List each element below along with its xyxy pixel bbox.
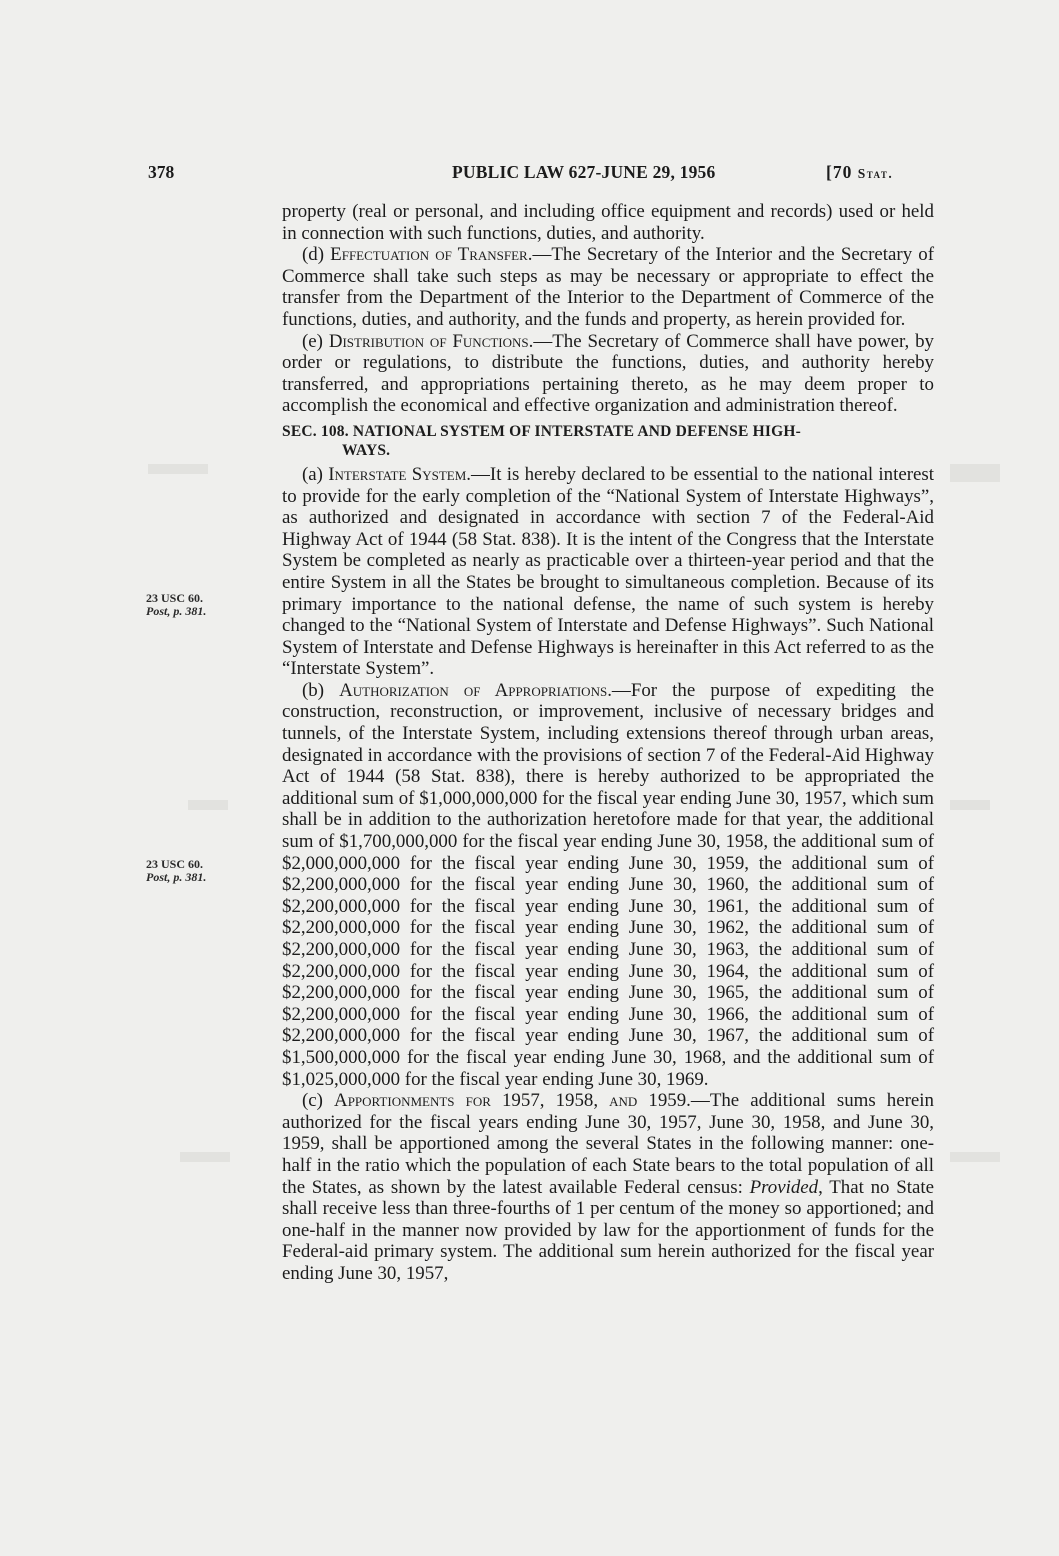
paragraph-b: (b) Authorization of Appropriations.—For the purpose of expediting the construction, reconstruction, or improvement, inclusive of necessary bridges and tunnels, of the Interstate System, including extensions thereof through urban areas, designated in accordance with the provisions of section 7 of the Federal-Aid Highway Act of 1944 (58 Stat. 838), there is hereby authorized to be appropriated the additional sum of $1,000,000,000 for the fiscal year ending June 30, 1957, which sum shall be in addition to the authorization heretofore made for that year, the additional sum of $1,700,000,000 for the fiscal year ending June 30, 1958, the additional sum of $2,000,000,000 for the fiscal year ending June 30, 1959, the additional sum of $2,200,000,000 for the fiscal year ending June 30, 1960, the additional sum of $2,200,000,000 for the fiscal year ending June 30, 1961, the additional sum of $2,200,000,000 for the fiscal year ending June 30, 1962, the additional sum of $2,200,000,000 for the fiscal year ending June 30, 1963, the additional sum of $2,200,000,000 for the fiscal year ending June 30, 1964, the additional sum of $2,200,000,000 for the fiscal year ending June 30, 1965, the additional sum of $2,200,000,000 for the fiscal year ending June 30, 1966, the additional sum of $2,200,000,000 for the fiscal year ending June 30, 1967, the additional sum of $1,500,000,000 for the fiscal year ending June 30, 1968, and the additional sum of $1,025,000,000 for the fiscal year ending June 30, 1969. — [282, 679, 934, 1090]
margin-note-post: Post, p. 381. — [146, 870, 207, 884]
stat-bracket: [ — [826, 162, 833, 182]
margin-note-usc — [146, 858, 256, 884]
paragraph-c-heading: Apportionments for — [334, 1090, 491, 1112]
paragraph-d: (d) Effectuation of Transfer.—The Secretary of the Interior and the Secretary of Commerce shall take such steps as may be necessary or appropriate to effect the transfer from the Department of the Interior to the Department of Commerce of the functions, duties, and authority, and the funds and property, as herein provided for. — [282, 244, 935, 330]
stat-volume: 70 — [832, 162, 853, 182]
bleed-through-mark — [950, 464, 1000, 482]
paragraph-e: (e) Distribution of Functions.—The Secretary of Commerce shall have power, by order or regulations, to distribute the functions, duties, and authority hereby transferred, and appropriations pertaining thereto, as he may deem proper to accomplish the economical and effective organization and administration thereof. — [282, 330, 934, 417]
paragraph-b-heading: Authorization of Appropriations. — [339, 679, 612, 701]
paragraph-e-heading: Distribution of Functions. — [328, 330, 534, 352]
paragraph-a-heading: Interstate System. — [328, 463, 472, 485]
bleed-through-mark — [188, 800, 228, 810]
bleed-through-mark — [148, 464, 208, 474]
statute-reference — [826, 162, 893, 183]
paragraph-c: (c) Apportionments for 1957, 1958, and 1959.—The additional sums herein authorized for the fiscal years ending June 30, 1957, June 30, 1958, and June 30, 1959, shall be apportioned among the several States in the following manner: one-half in the ratio which the population of each State bears to the total population of all the States, as shown by the latest available Federal census: Provided, That no State shall receive less than three-fourths of 1 per centum of the money so apportioned; and one-half in the manner now provided by law for the apportionment of funds for the Federal-aid primary system. The additional sum herein authorized for the fiscal year ending June 30, 1957, — [282, 1090, 934, 1284]
provided-keyword: Provided — [749, 1176, 819, 1198]
body-text — [282, 201, 934, 1285]
paragraph-a: (a) Interstate System.—It is hereby declared to be essential to the national interest to provide for the early completion of the “National System of Interstate Highways”, as authorized and designated in accordance with section 7 of the Federal-Aid Highway Act of 1944 (58 Stat. 838). It is the intent of the Congress that the Interstate System be completed as nearly as practicable over a thirteen-year period and that the entire System in all the States be brought to simultaneous completion. Because of its primary importance to the national defense, the name of such system is hereby changed to the “National System of Interstate and Defense Highways”. Such National System of Interstate and Defense Highways is hereinafter in this Act referred to as the “Interstate System”. — [282, 463, 934, 680]
paragraph-intro: property (real or personal, and including office equipment and records) used or held in connection with such functions, duties, and authority. — [282, 201, 934, 244]
margin-note-usc — [146, 592, 256, 618]
running-head: PUBLIC LAW 627-JUNE 29, 1956 — [452, 162, 716, 182]
margin-note-citation: 23 USC 60. — [146, 591, 204, 605]
page-number: 378 — [148, 162, 175, 182]
stat-abbrev: Stat. — [857, 166, 894, 181]
margin-note-citation: 23 USC 60. — [146, 857, 204, 871]
section-heading: SEC. 108. NATIONAL SYSTEM OF INTERSTATE AND DEFENSE HIGH- WAYS. — [282, 422, 801, 459]
margin-note-post: Post, p. 381. — [146, 604, 207, 618]
bleed-through-mark — [950, 800, 990, 810]
bleed-through-mark — [180, 1152, 230, 1162]
paragraph-d-heading: Effectuation of Transfer. — [330, 244, 533, 266]
page-header — [0, 162, 1059, 186]
bleed-through-mark — [950, 1152, 1000, 1162]
